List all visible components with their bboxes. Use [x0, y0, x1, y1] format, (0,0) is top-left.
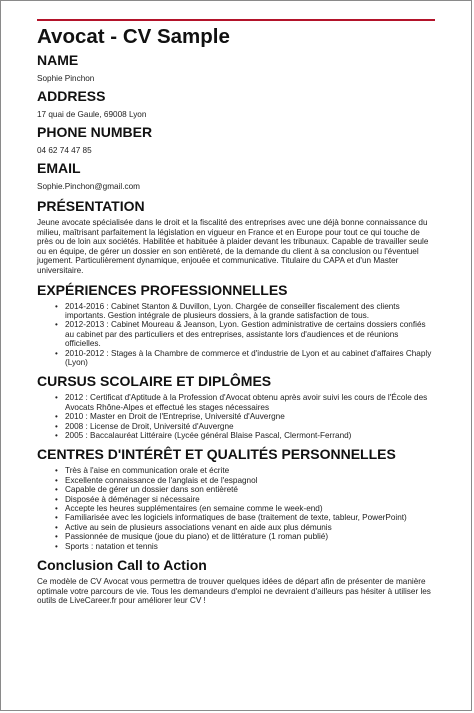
- top-red-rule: [37, 19, 435, 21]
- name-value: Sophie Pinchon: [37, 74, 95, 83]
- contact-name-section: [37, 52, 435, 84]
- presentation-heading: PRÉSENTATION: [37, 198, 145, 214]
- email-value: Sophie.Pinchon@gmail.com: [37, 182, 140, 191]
- list-item: • Passionnée de musique (joue du piano) et de littérature (1 roman publié): [65, 532, 435, 541]
- contact-phone-section: [37, 124, 435, 156]
- list-item: • 2010-2012 : Stages à la Chambre de commerce et d'industrie de Lyon et au cabinet d'affaires Chaply (Lyon): [65, 349, 435, 368]
- list-item: • Capable de gérer un dossier dans son entièreté: [65, 485, 435, 494]
- contact-email-section: [37, 160, 435, 192]
- list-item: • 2010 : Master en Droit de l'Entreprise, Université d'Auvergne: [65, 412, 435, 421]
- conclusion-section: [37, 557, 435, 606]
- list-item: • 2008 : License de Droit, Université d'Auvergne: [65, 422, 435, 431]
- phone-value: 04 62 74 47 85: [37, 146, 92, 155]
- experience-list: [37, 302, 435, 368]
- list-item: • Disposée à déménager si nécessaire: [65, 495, 435, 504]
- list-item: • Familiarisée avec les logiciels informatiques de base (traitement de texte, tableur, PowerPoint): [65, 513, 435, 522]
- list-item: • 2005 : Baccalauréat Littéraire (Lycée général Blaise Pascal, Clermont-Ferrand): [65, 431, 435, 440]
- presentation-section: [37, 198, 435, 276]
- phone-heading: PHONE NUMBER: [37, 124, 153, 140]
- list-item: • Sports : natation et tennis: [65, 542, 435, 551]
- presentation-text: Jeune avocate spécialisée dans le droit et la fiscalité des entreprises avec une déjà bonne connaissance du milieu, maîtrisant parfaitement la législation en vigueur en France et en Europe pour tout ce qui touche de près ou de loin aux sociétés. Habilitée et habituée à plaider devant les tribunaux. Capable de travailler seule ou en équipe, de gérer un dossier en son entièreté, de la demande du client à sa conclusion ou l'éventuel jugement. Particulièrement dynamique, enjouée et communicative. Titulaire du CAPA et d'un Master universitaire.: [37, 218, 429, 275]
- conclusion-text: Ce modèle de CV Avocat vous permettra de trouver quelques idées de départ afin de présenter de manière optimale votre parcours de vie. Tous les demandeurs d'emploi ne devraient d'ailleurs pas hésiter à utiliser les outils de LiveCareer.fr pour améliorer leur CV !: [37, 577, 431, 606]
- address-value: 17 quai de Gaule, 69008 Lyon: [37, 110, 147, 119]
- list-item: • Très à l'aise en communication orale et écrite: [65, 466, 435, 475]
- list-item: • Active au sein de plusieurs associations venant en aide aux plus démunis: [65, 523, 435, 532]
- list-item: • 2012 : Certificat d'Aptitude à la Profession d'Avocat obtenu après avoir suivi les cours de l'École des Avocats Rhône-Alpes et effectué les stages nécessaires: [65, 393, 435, 412]
- interests-list: [37, 466, 435, 551]
- education-section: [37, 373, 435, 440]
- experience-section: [37, 282, 435, 368]
- list-item: • 2014-2016 : Cabinet Stanton & Duvillon, Lyon. Chargée de conseiller fiscalement des clients importants. Gestion intégrale de plusieurs dossiers, à la grande satisfaction de tous.: [65, 302, 435, 321]
- contact-address-section: [37, 88, 435, 120]
- experience-heading: EXPÉRIENCES PROFESSIONNELLES: [37, 281, 288, 298]
- education-heading: CURSUS SCOLAIRE ET DIPLÔMES: [37, 373, 272, 390]
- address-heading: ADDRESS: [37, 88, 106, 104]
- interests-heading: CENTRES D'INTÉRÊT ET QUALITÉS PERSONNELLES: [37, 446, 396, 463]
- list-item: • Accepte les heures supplémentaires (en semaine comme le week-end): [65, 504, 435, 513]
- name-heading: NAME: [37, 52, 79, 68]
- education-list: [37, 393, 435, 440]
- page-title: Avocat - CV Sample: [37, 25, 230, 48]
- interests-section: [37, 446, 435, 551]
- list-item: • 2012-2013 : Cabinet Moureau & Jeanson, Lyon. Gestion administrative de certains dossiers confiés au cabinet par des particuliers et des entreprises, assistante lors d'audiences et de réunions officielles.: [65, 320, 435, 348]
- list-item: • Excellente connaissance de l'anglais et de l'espagnol: [65, 476, 435, 485]
- email-heading: EMAIL: [37, 160, 81, 176]
- conclusion-heading: Conclusion Call to Action: [37, 557, 207, 574]
